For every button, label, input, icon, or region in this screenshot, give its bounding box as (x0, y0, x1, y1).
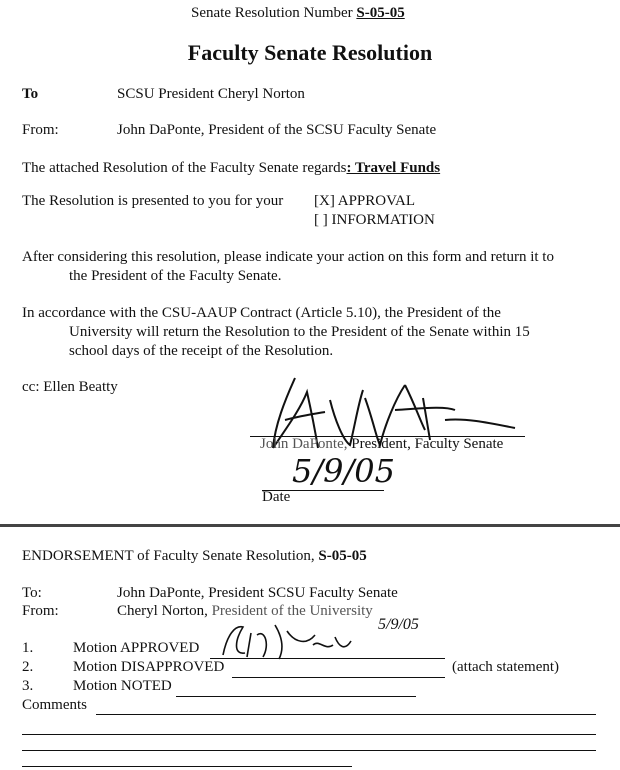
from-label: From: (22, 122, 59, 138)
date-label: Date (262, 489, 291, 505)
comments-line-4[interactable] (22, 766, 352, 767)
page-title: Faculty Senate Resolution (187, 40, 433, 65)
section-divider (0, 524, 620, 527)
option-2-num: 2. (22, 659, 34, 675)
endorsement-title-number: S-05-05 (318, 548, 367, 564)
to-value: SCSU President Cheryl Norton (117, 86, 305, 102)
resolution-number-prefix: Senate Resolution Number (191, 5, 357, 21)
option-3-num: 3. (22, 678, 34, 694)
endorsement-title-prefix: ENDORSEMENT of Faculty Senate Resolution, (22, 548, 319, 564)
regards-line (22, 160, 440, 177)
endorsement-from-title: President of the University (207, 603, 373, 619)
resolution-number (191, 5, 405, 22)
signatory-name: John DaPonte, (260, 436, 348, 452)
option-3-label: Motion NOTED (73, 678, 172, 694)
resolution-number-value: S-05-05 (356, 5, 405, 21)
endorsement-from-label: From: (22, 603, 59, 619)
option-1-num: 1. (22, 640, 34, 656)
attach-statement-note: (attach statement) (452, 659, 560, 675)
regards-text: The attached Resolution of the Faculty Senate regards (22, 160, 347, 176)
signatory-title: President, Faculty Senate (347, 436, 504, 452)
option-1-label: Motion APPROVED (73, 640, 200, 656)
endorsement-to-label: To: (22, 585, 42, 601)
from-value: John DaPonte, President of the SCSU Faculty Senate (117, 122, 437, 138)
option-2-line (232, 677, 445, 678)
paragraph2-line1: In accordance with the CSU-AAUP Contract (Article 5.10), the President of the (22, 305, 501, 321)
to-label: To (22, 86, 39, 102)
endorsement-from-name: Cheryl Norton, (117, 603, 208, 619)
endorsement-to-value: John DaPonte, President SCSU Faculty Senate (117, 585, 398, 601)
handwritten-date: 5/9/05 (292, 452, 395, 490)
approval-option: [X] APPROVAL (314, 193, 415, 209)
option-2-label: Motion DISAPPROVED (73, 659, 225, 675)
regards-value: : Travel Funds (346, 160, 441, 176)
paragraph1-line1: After considering this resolution, please indicate your action on this form and return it to (22, 249, 554, 265)
endorsement-title (22, 548, 367, 565)
paragraph1-line2: the President of the Faculty Senate. (69, 268, 282, 284)
comments-line-1[interactable] (96, 714, 596, 715)
paragraph2-line3: school days of the receipt of the Resolution. (69, 343, 334, 359)
information-option: [ ] INFORMATION (314, 212, 435, 228)
comments-line-2[interactable] (22, 734, 596, 735)
signatory-line (260, 436, 503, 453)
comments-label: Comments (22, 697, 88, 713)
president-signature-image (215, 615, 455, 665)
president-handwritten-date: 5/9/05 (378, 616, 419, 633)
cc-line: cc: Ellen Beatty (22, 379, 118, 395)
comments-line-3[interactable] (22, 750, 596, 751)
presented-text: The Resolution is presented to you for your (22, 193, 284, 209)
option-3-line (176, 696, 416, 697)
paragraph2-line2: University will return the Resolution to the President of the Senate within 15 (69, 324, 530, 340)
